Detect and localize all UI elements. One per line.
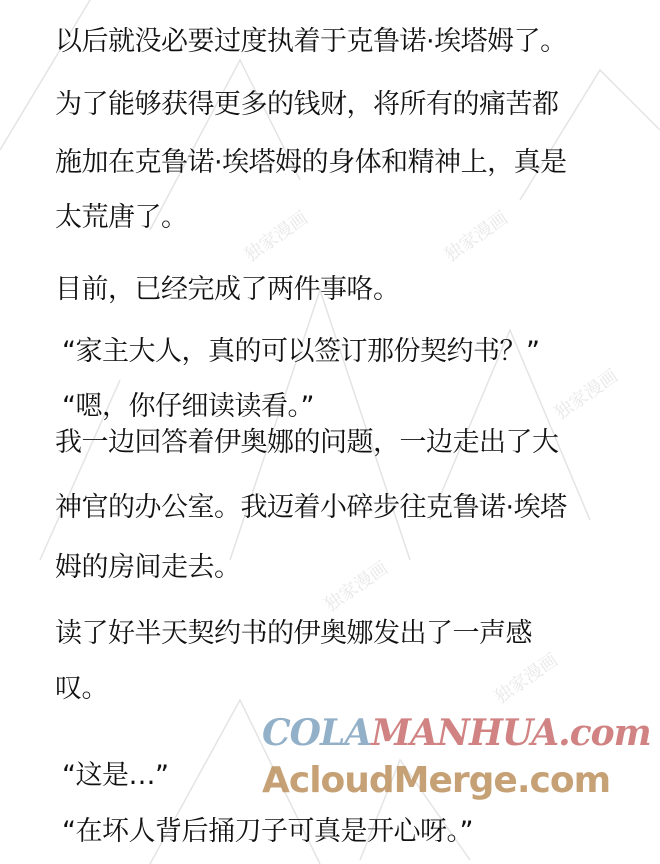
text-line: 叹。 [55,673,108,704]
text-line: “嗯，你仔细读读看。” [62,391,314,422]
text-line: 我一边回答着伊奥娜的问题，一边走出了大 [55,427,559,458]
bg-watermark-text: 独家漫画 [440,207,512,267]
text-line: 姆的房间走去。 [55,552,241,583]
watermark-part2: MANHUA.com [371,712,651,754]
bg-watermark-text: 独家漫画 [490,649,562,709]
text-line: 神官的办公室。我迈着小碎步往克鲁诺·埃塔 [55,492,567,523]
bg-watermark-text: 独家漫画 [240,207,312,267]
watermark-part1: COLA [262,712,372,754]
text-line: 太荒唐了。 [55,202,188,233]
text-line: “家主大人，真的可以签订那份契约书？” [62,336,540,367]
site-watermark-logo-2: AcloudMerge.com [262,760,611,801]
text-line: 为了能够获得更多的钱财，将所有的痛苦都 [55,89,559,120]
bg-watermark-text: 独家漫画 [320,557,392,617]
text-line: 目前，已经完成了两件事咯。 [55,274,400,305]
text-line: “在坏人背后捅刀子可真是开心呀。” [62,816,473,847]
site-watermark-logo [262,710,651,756]
text-line: 以后就没必要过度执着于克鲁诺·埃塔姆了。 [55,26,567,57]
bg-watermark-text: 独家漫画 [550,365,622,425]
text-line: “这是…” [62,760,169,791]
text-line: 读了好半天契约书的伊奥娜发出了一声感 [55,618,532,649]
text-line: 施加在克鲁诺·埃塔姆的身体和精神上，真是 [55,147,567,178]
